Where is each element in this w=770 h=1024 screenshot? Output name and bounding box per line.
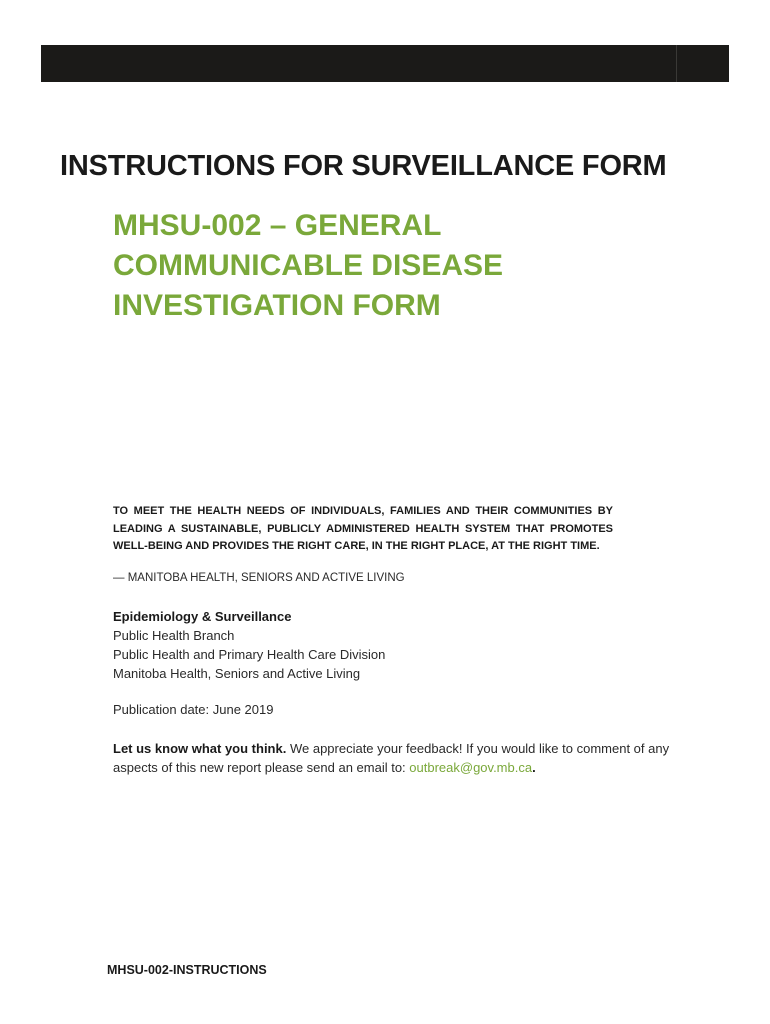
mission-statement: TO MEET THE HEALTH NEEDS OF INDIVIDUALS, FAMILIES AND THEIR COMMUNITIES BY LEADING A SUSTAINABLE, PUBLICLY ADMINISTERED HEALTH SYSTEM THAT PROMOTES WELL-BEING AND PROVIDES THE RIGHT CARE, IN THE RIGHT PLACE, AT THE RIGHT TIME. — [113, 505, 613, 552]
subtitle-line-1: MHSU-002 – GENERAL — [113, 209, 442, 242]
footer-document-code: MHSU-002-INSTRUCTIONS — [107, 963, 267, 977]
form-subtitle — [113, 206, 633, 326]
subtitle-line-2: COMMUNICABLE DISEASE — [113, 249, 504, 282]
feedback-lead: Let us know what you think. — [113, 741, 287, 756]
org-division: Public Health and Primary Health Care Division — [113, 647, 386, 662]
subtitle-line-3: INVESTIGATION FORM — [113, 289, 441, 322]
header-bar — [41, 45, 729, 82]
org-unit: Epidemiology & Surveillance — [113, 609, 292, 624]
header-bar-divider — [676, 45, 677, 82]
mission-attribution: — MANITOBA HEALTH, SENIORS AND ACTIVE LIVING — [113, 572, 405, 584]
feedback-email-link[interactable]: outbreak@gov.mb.ca — [409, 760, 533, 775]
org-department: Manitoba Health, Seniors and Active Living — [113, 666, 361, 681]
feedback-paragraph — [113, 739, 673, 777]
page-title: INSTRUCTIONS FOR SURVEILLANCE FORM — [60, 150, 667, 182]
publication-date: Publication date: June 2019 — [113, 702, 274, 717]
org-branch: Public Health Branch — [113, 628, 235, 643]
organization-block — [113, 607, 385, 683]
feedback-body: We appreciate your feedback! If you would like to comment of any aspects of this new report please send an email to: — [113, 741, 670, 775]
feedback-end: . — [532, 760, 536, 775]
